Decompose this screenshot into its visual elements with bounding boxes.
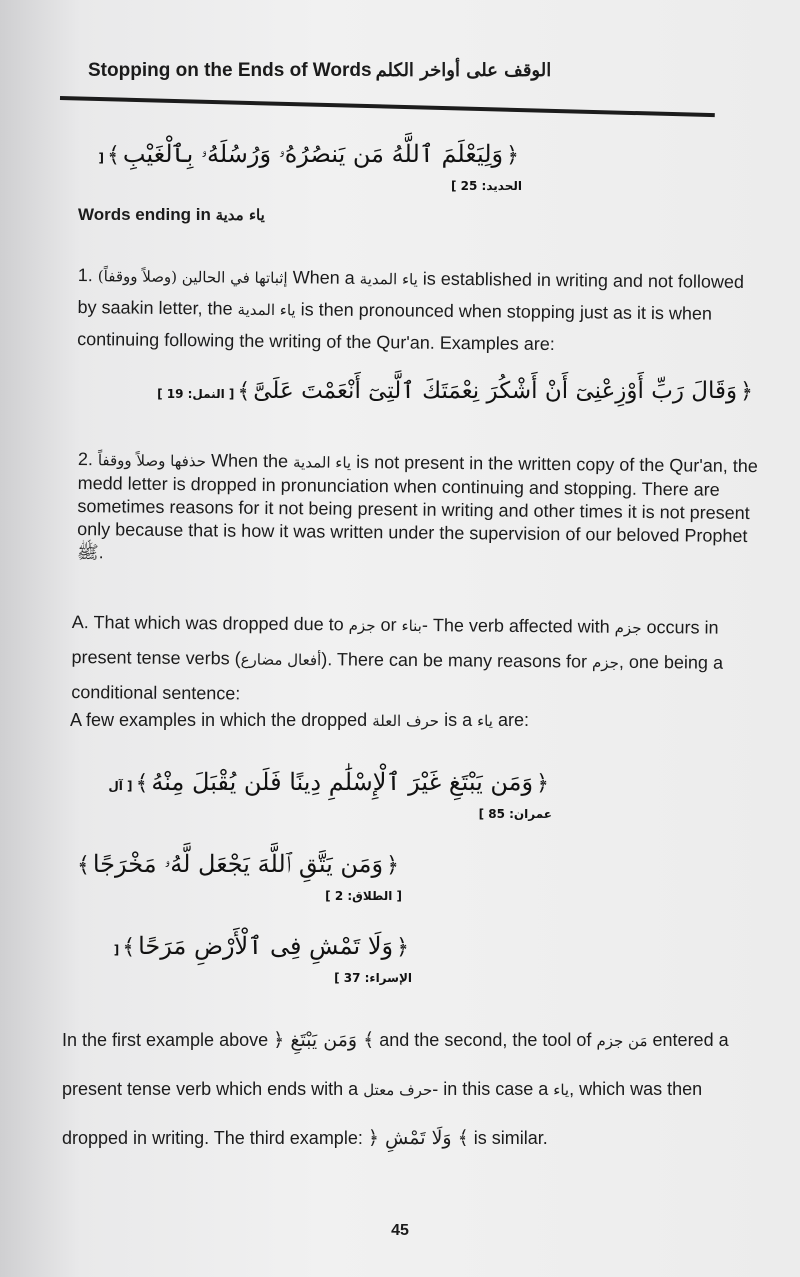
header-title-arabic: الوقف على أواخر الكلم bbox=[375, 60, 552, 81]
running-header bbox=[88, 60, 768, 82]
honorific-symbol: ﷺ bbox=[76, 541, 99, 563]
ayah-reference: [ النمل: 19 ] bbox=[157, 387, 235, 401]
rule-1-arabic: إثباتها في الحالين (وصلاً ووقفاً) bbox=[97, 267, 288, 288]
ayah-text: وَمَن يَبْتَغِ غَيْرَ ٱلْإِسْلَٰمِ دِينًا فَلَن يُقْبَلَ مِنْهُ bbox=[151, 768, 534, 796]
rule-2-arabic: حذفها وصلاً ووقفاً bbox=[97, 451, 207, 471]
ayah-text: وَقَالَ رَبِّ أَوْزِعْنِىٓ أَنْ أَشْكُرَ نِعْمَتَكَ ٱلَّتِىٓ أَنْعَمْتَ عَلَىَّ bbox=[253, 378, 738, 404]
paragraph-rule-1: 1. إثباتها في الحالين (وصلاً ووقفاً) When a ياء المدية is established in writing and not followed by saakin letter, the ياء المدية is then pronounced when stopping just as it is when continuing following the writing of the Qur'an. Examples are: bbox=[77, 264, 745, 354]
ayah-reference: [ الإسراء: 37 ] bbox=[113, 943, 412, 985]
ayah-reference: [ آل عمران: 85 ] bbox=[108, 779, 552, 821]
ayah-text: وَلِيَعْلَمَ ٱللَّهُ مَن يَنصُرُهُۥ وَرُسُلَهُۥ بِٱلْغَيْبِ bbox=[122, 140, 504, 168]
ayah-reference: [ الطلاق: 2 ] bbox=[325, 889, 402, 903]
ayah-quote-3: ﴿وَمَن يَبْتَغِ غَيْرَ ٱلْإِسْلَٰمِ دِينًا فَلَن يُقْبَلَ مِنْهُ﴾[ آل عمران: 85 ] bbox=[108, 768, 552, 821]
ayah-reference: [ الحديد: 25 ] bbox=[98, 151, 522, 193]
paragraph-few-examples: A few examples in which the dropped حرف العلة is a ياء are: bbox=[70, 710, 529, 730]
header-rule bbox=[60, 96, 715, 117]
paragraph-first-example: In the first example above ﴿ وَمَن يَبْتَغِ ﴾ and the second, the tool of مَن جزم entered a present tense verb which ends with a حرف معتل- in this case a ياء, which was then dropped in writing. The third example: ﴿ وَلَا تَمْشِ ﴾ is similar. bbox=[62, 1029, 729, 1149]
section-heading-arabic: ياء مدية bbox=[215, 206, 265, 224]
ayah-text: وَمَن يَتَّقِ ٱللَّهَ يَجْعَل لَّهُۥ مَخْرَجًا bbox=[92, 850, 384, 878]
ayah-quote-2: ﴿وَقَالَ رَبِّ أَوْزِعْنِىٓ أَنْ أَشْكُرَ نِعْمَتَكَ ٱلَّتِىٓ أَنْعَمْتَ عَلَىَّ﴾[ النمل: 19 ] bbox=[157, 378, 753, 404]
ayah-quote-5: ﴿وَلَا تَمْشِ فِى ٱلْأَرْضِ مَرَحًا﴾[ الإسراء: 37 ] bbox=[113, 932, 412, 985]
section-heading: Words ending in ياء مدية bbox=[78, 205, 265, 224]
ayah-quote-4: ﴿وَمَن يَتَّقِ ٱللَّهَ يَجْعَل لَّهُۥ مَخْرَجًا﴾[ الطلاق: 2 ] bbox=[76, 850, 402, 903]
page-number: 45 bbox=[391, 1222, 409, 1239]
ayah-text: وَلَا تَمْشِ فِى ٱلْأَرْضِ مَرَحًا bbox=[138, 932, 394, 960]
ayah-quote-1: ﴿وَلِيَعْلَمَ ٱللَّهُ مَن يَنصُرُهُۥ وَرُسُلَهُۥ بِٱلْغَيْبِ﴾[ الحديد: 25 ] bbox=[98, 140, 522, 193]
header-title: Stopping on the Ends of Words bbox=[88, 60, 372, 81]
paragraph-a: A. That which was dropped due to جزم or بناء- The verb affected with جزم occurs in present tense verbs (أفعال مضارع). There can be many reasons for جزم, one being a conditional sentence: bbox=[71, 611, 724, 704]
paragraph-rule-2: 2. حذفها وصلاً ووقفاً When the ياء المدية is not present in the written copy of the Qur'an, the medd letter is dropped in pronunciation when continuing and stopping. There are sometimes reasons for it not being present in writing and other times it is not present only because that is how it was written under the supervision of our beloved Prophet ﷺ. bbox=[76, 448, 758, 563]
